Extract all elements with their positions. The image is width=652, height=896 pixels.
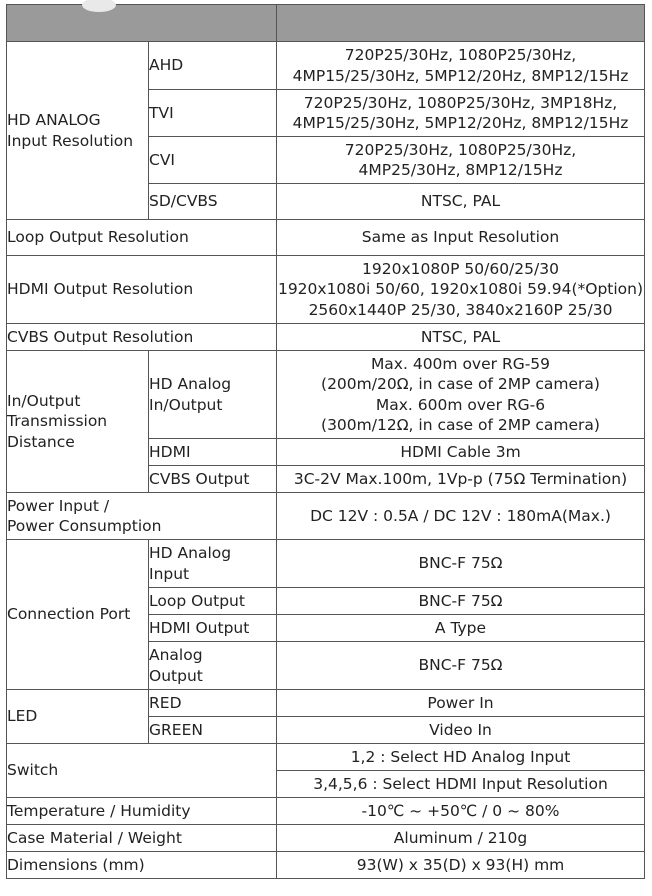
row-label-temperature: Temperature / Humidity (7, 798, 277, 825)
sub-label-hdmi-port: HDMI Output (149, 615, 277, 642)
table-row (7, 351, 645, 439)
value-power: DC 12V : 0.5A / DC 12V : 180mA(Max.) (277, 493, 645, 540)
cell-line: In/Output (149, 395, 223, 414)
value-case: Aluminum / 210g (277, 825, 645, 852)
row-label-hd-analog (7, 42, 149, 220)
cell-line: (300m/12Ω, in case of 2MP camera) (321, 416, 600, 434)
cell-line: Transmission (7, 412, 108, 431)
value-analog-output: BNC-F 75Ω (277, 642, 645, 690)
sub-label-hd-analog-io (149, 351, 277, 439)
table-row (7, 324, 645, 351)
value-cvbs-distance: 3C-2V Max.100m, 1Vp-p (75Ω Termination) (277, 466, 645, 493)
value-loop-port: BNC-F 75Ω (277, 588, 645, 615)
row-label-loop-output: Loop Output Resolution (7, 220, 277, 256)
header-cell-item (7, 5, 277, 42)
table-row (7, 256, 645, 324)
sub-label-tvi: TVI (149, 90, 277, 137)
cell-line: Power Consumption (7, 517, 162, 535)
cell-line: Max. 600m over RG-6 (375, 395, 546, 414)
cell-line: HD Analog (149, 544, 232, 562)
row-label-switch: Switch (7, 744, 277, 798)
cell-line: HD Analog (149, 375, 232, 393)
value-hd-analog-io (277, 351, 645, 439)
value-loop-output: Same as Input Resolution (277, 220, 645, 256)
sub-label-sd-cvbs: SD/CVBS (149, 184, 277, 220)
cell-line: Analog (149, 646, 203, 664)
value-temperature: -10℃ ~ +50℃ / 0 ~ 80% (277, 798, 645, 825)
cell-line: In/Output (7, 391, 81, 410)
value-cvi (277, 137, 645, 184)
value-dimensions: 93(W) x 35(D) x 93(H) mm (277, 852, 645, 879)
row-label-distance (7, 351, 149, 493)
table-row (7, 42, 645, 90)
cell-line: Max. 400m over RG-59 (370, 354, 551, 373)
value-hdmi-port: A Type (277, 615, 645, 642)
sub-label-analog-output (149, 642, 277, 690)
sub-label-loop-port: Loop Output (149, 588, 277, 615)
table-row (7, 852, 645, 879)
cell-line: 1920x1080i 50/60, 1920x1080i 59.94(*Option) (277, 280, 644, 299)
value-hdmi-output (277, 256, 645, 324)
cell-line: 4MP25/30Hz, 8MP12/15Hz (358, 161, 563, 179)
row-label-dimensions: Dimensions (mm) (7, 852, 277, 879)
row-label-cvbs-output: CVBS Output Resolution (7, 324, 277, 351)
value-hdmi-distance: HDMI Cable 3m (277, 439, 645, 466)
sub-label-ahd: AHD (149, 42, 277, 90)
row-label-case: Case Material / Weight (7, 825, 277, 852)
table-row (7, 540, 645, 588)
value-switch-2: 3,4,5,6 : Select HDMI Input Resolution (277, 771, 645, 798)
cell-line: 1920x1080P 50/60/25/30 (362, 259, 559, 278)
value-red: Power In (277, 690, 645, 717)
sub-label-hdmi-distance: HDMI (149, 439, 277, 466)
cell-line: HD ANALOG (7, 111, 101, 129)
cell-line: (200m/20Ω, in case of 2MP camera) (321, 375, 600, 393)
sub-label-red: RED (149, 690, 277, 717)
sub-label-cvi: CVI (149, 137, 277, 184)
spec-sheet (6, 4, 644, 892)
header-cell-spec (277, 5, 645, 42)
cell-line: Input (149, 564, 190, 583)
cell-line: 720P25/30Hz, 1080P25/30Hz, (344, 140, 577, 159)
cell-line: 4MP15/25/30Hz, 5MP12/20Hz, 8MP12/15Hz (292, 66, 629, 85)
value-ahd (277, 42, 645, 90)
sub-label-cvbs-distance: CVBS Output (149, 466, 277, 493)
sub-label-green: GREEN (149, 717, 277, 744)
value-cvbs-output: NTSC, PAL (277, 324, 645, 351)
cell-line: 720P25/30Hz, 1080P25/30Hz, (344, 46, 577, 64)
value-switch-1: 1,2 : Select HD Analog Input (277, 744, 645, 771)
row-label-hdmi-output: HDMI Output Resolution (7, 256, 277, 324)
row-label-led: LED (7, 690, 149, 744)
cell-line: 4MP15/25/30Hz, 5MP12/20Hz, 8MP12/15Hz (292, 114, 629, 132)
cell-line: Distance (7, 432, 75, 451)
cell-line: Power Input / (7, 496, 110, 515)
sub-label-hd-analog-input (149, 540, 277, 588)
row-label-connection-port: Connection Port (7, 540, 149, 690)
table-row (7, 744, 645, 771)
value-hd-analog-input: BNC-F 75Ω (277, 540, 645, 588)
table-row (7, 493, 645, 540)
cell-line: 720P25/30Hz, 1080P25/30Hz, 3MP18Hz, (303, 93, 618, 112)
value-tvi (277, 90, 645, 137)
cell-line: 2560x1440P 25/30, 3840x2160P 25/30 (308, 300, 613, 319)
row-label-power (7, 493, 277, 540)
value-green: Video In (277, 717, 645, 744)
specifications-table (6, 4, 645, 879)
table-row (7, 825, 645, 852)
table-row (7, 690, 645, 717)
cell-line: Output (149, 666, 203, 685)
table-row (7, 220, 645, 256)
table-row (7, 798, 645, 825)
value-sd-cvbs: NTSC, PAL (277, 184, 645, 220)
cell-line: Input Resolution (7, 131, 134, 150)
